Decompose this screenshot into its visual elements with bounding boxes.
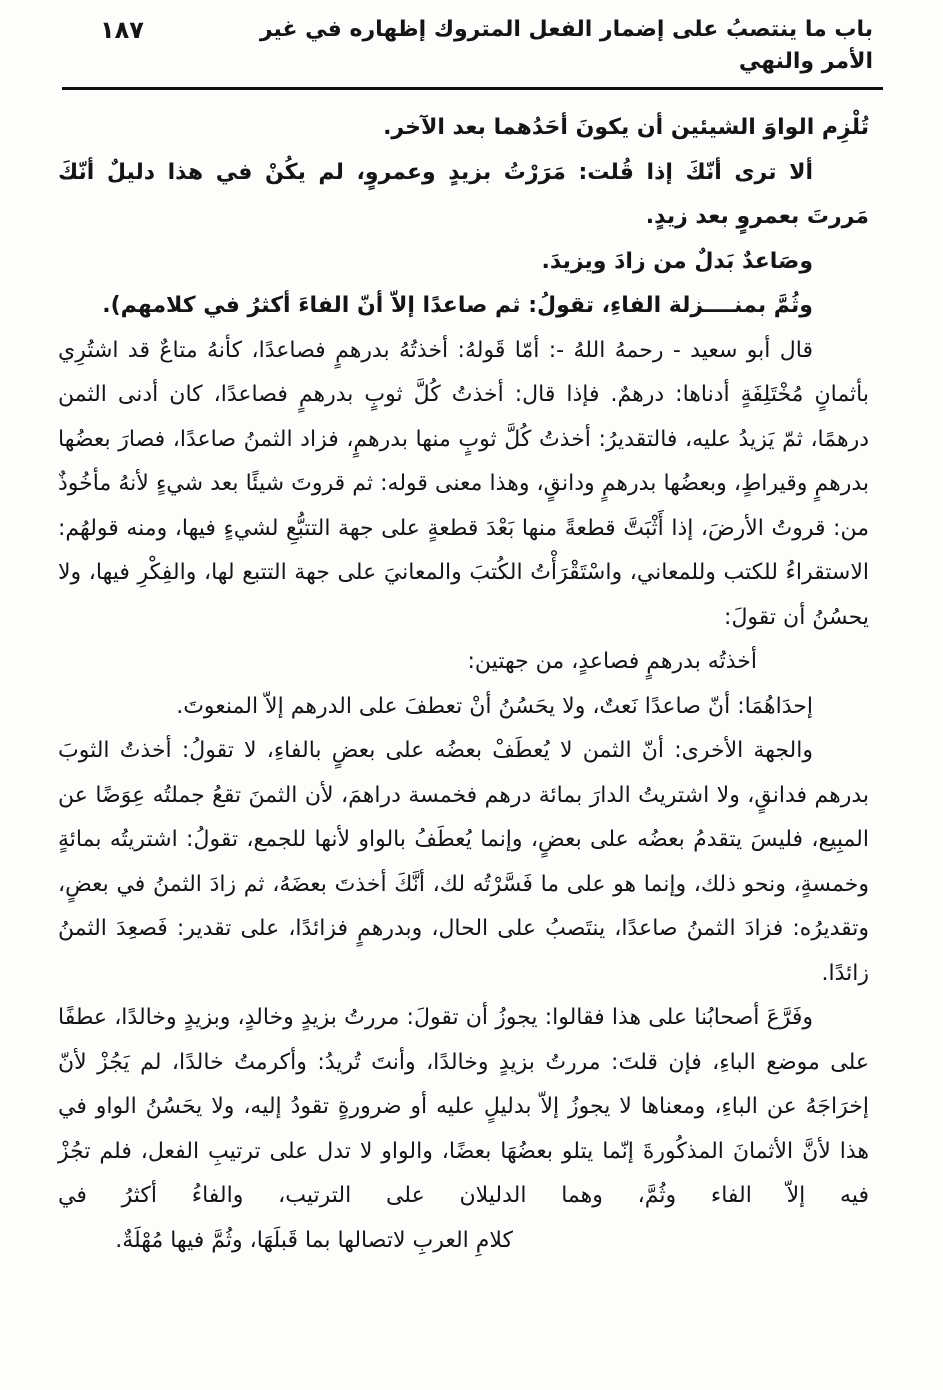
commentary-paragraph: إحدَاهُمَا: أنّ صاعدًا نَعتٌ، ولا يحَسُنُ أنْ تعطفَ على الدرهم إلاّ المنعوتَ. xyxy=(176,693,813,719)
matn-paragraph: ألا ترى أنّكَ إذا قُلت: مَرَرْتُ بزيدٍ وعمروٍ، لم يكُنْ في هذا دليلٌ أنّكَ مَررتَ بعمروٍ بعد زيدٍ. xyxy=(58,159,869,229)
page-body xyxy=(0,90,943,1263)
matn-paragraph: تُلْزِم الواوَ الشيئين أن يكونَ أحَدُهما بعد الآخر. xyxy=(383,115,869,140)
page-header xyxy=(0,0,943,78)
chapter-title: باب ما ينتصبُ على إضمار الفعل المتروك إظهاره في غير الأمر والنهي xyxy=(259,17,873,74)
commentary-last-line: كلامِ العربِ لاتصالها بما قَبلَهَا، وثُمَّ فيها مُهْلَةٌ. xyxy=(115,1227,513,1253)
inline-quote-line: أخذتُه بدرهمٍ فصاعدٍ، من جهتين: xyxy=(467,649,757,674)
page-number: ١٨٧ xyxy=(100,16,144,44)
matn-paragraph: وصَاعدٌ بَدلٌ من زادَ ويزيدَ. xyxy=(541,248,813,274)
commentary-paragraph: وفَرَّعَ أصحابُنا على هذا فقالوا: يجوزُ أن تقولَ: مررتُ بزيدٍ وخالدٍ، وبزيدٍ وخالدًا، عطفًا على موضع الباءِ، فإن قلتَ: مررتُ بزيدٍ وخالدًا، وأنتَ تُريدُ: وأكرمتُ خالدًا، لم يَجُزْ لأنّ إخرَاجَهُ عن الباءِ، ومعناها لا يجوزُ إلاّ بدليلٍ عليه أو ضرورةٍ تقودُ إليه، ولا يحَسُنُ الواو في هذا لأنَّ الأثمانَ المذكُورةَ إنّما يتلو بعضُهَا بعضًا، والواو لا تدل على ترتيبِ الفعل، فلم تجُزْ فيه إلاّ الفاء وثُمَّ، وهما الدليلان على الترتيب، والفاءُ أكثرُ في xyxy=(58,1005,869,1208)
matn-paragraph: وثُمَّ بمنــــزلة الفاءِ، تقولُ: ثم صاعدًا إلاّ أنّ الفاءَ أكثرُ في كلامهم). xyxy=(102,293,813,318)
commentary-paragraph: قال أبو سعيد - رحمهُ اللهُ -: أمّا قَولهُ: أخذتُهُ بدرهمٍ فصاعدًا، كأنهُ متاعٌ قد اشتُرِي بأثمانٍ مُخْتَلِفَةٍ أدناها: درهمٌ. فإذا قال: أخذتُ كُلَّ ثوبٍ بدرهمٍ فصاعدًا، كان أدنى الثمن درهمًا، ثمّ يَزيدُ عليه، فالتقديرُ: أخذتُ كُلَّ ثوبٍ منها بدرهمٍ، فزاد الثمنُ صاعدًا، فصارَ بعضُها بدرهمٍ وقيراطٍ، وبعضُها بدرهمٍ ودانقٍ، وهذا معنى قوله: ثم قروتَ شيئًا بعد شيءٍ لأنهُ مأخُوذٌ من: قروتُ الأرضَ، إذا أَثْبَتَّ قطعةً منها بَعْدَ قطعةٍ على جهة التتبُّعِ لشيءٍ فيها، ومنه قولهُم: الاستقراءُ للكتب وللمعاني، واسْتَقْرَأْتُ الكُتبَ والمعانيَ على جهة التتبع لها، والفِكْرِ فيها، ولا يحسُنُ أن تقولَ: xyxy=(58,337,869,630)
commentary-paragraph: والجهة الأخرى: أنّ الثمن لا يُعطَفْ بعضُه على بعضٍ بالفاءِ، لا تقولُ: أخذتُ الثوبَ بدرهم فدانقٍ، ولا اشتريتُ الدارَ بمائة درهم فخمسة دراهمَ، لأن الثمنَ تقعُ جملتُه عِوَضًا عن المبِيع، فليسَ يتقدمُ بعضُه على بعضٍ، وإنما يُعطَفُ بالواو لأنها للجمع، تقولُ: اشتريتُه بمائةٍ وخمسةٍ، ونحو ذلك، وإنما هو على ما فَسَّرْتُه لك، أنَّكَ أخذتَ بعضَهُ، ثم زادَ الثمنُ في بعضٍ، وتقديرُه: فزادَ الثمنُ صاعدًا، ينتَصبُ على الحال، وبدرهمٍ فزائدًا، على تقدير: فَصعِدَ الثمنُ زائدًا. xyxy=(58,738,869,986)
